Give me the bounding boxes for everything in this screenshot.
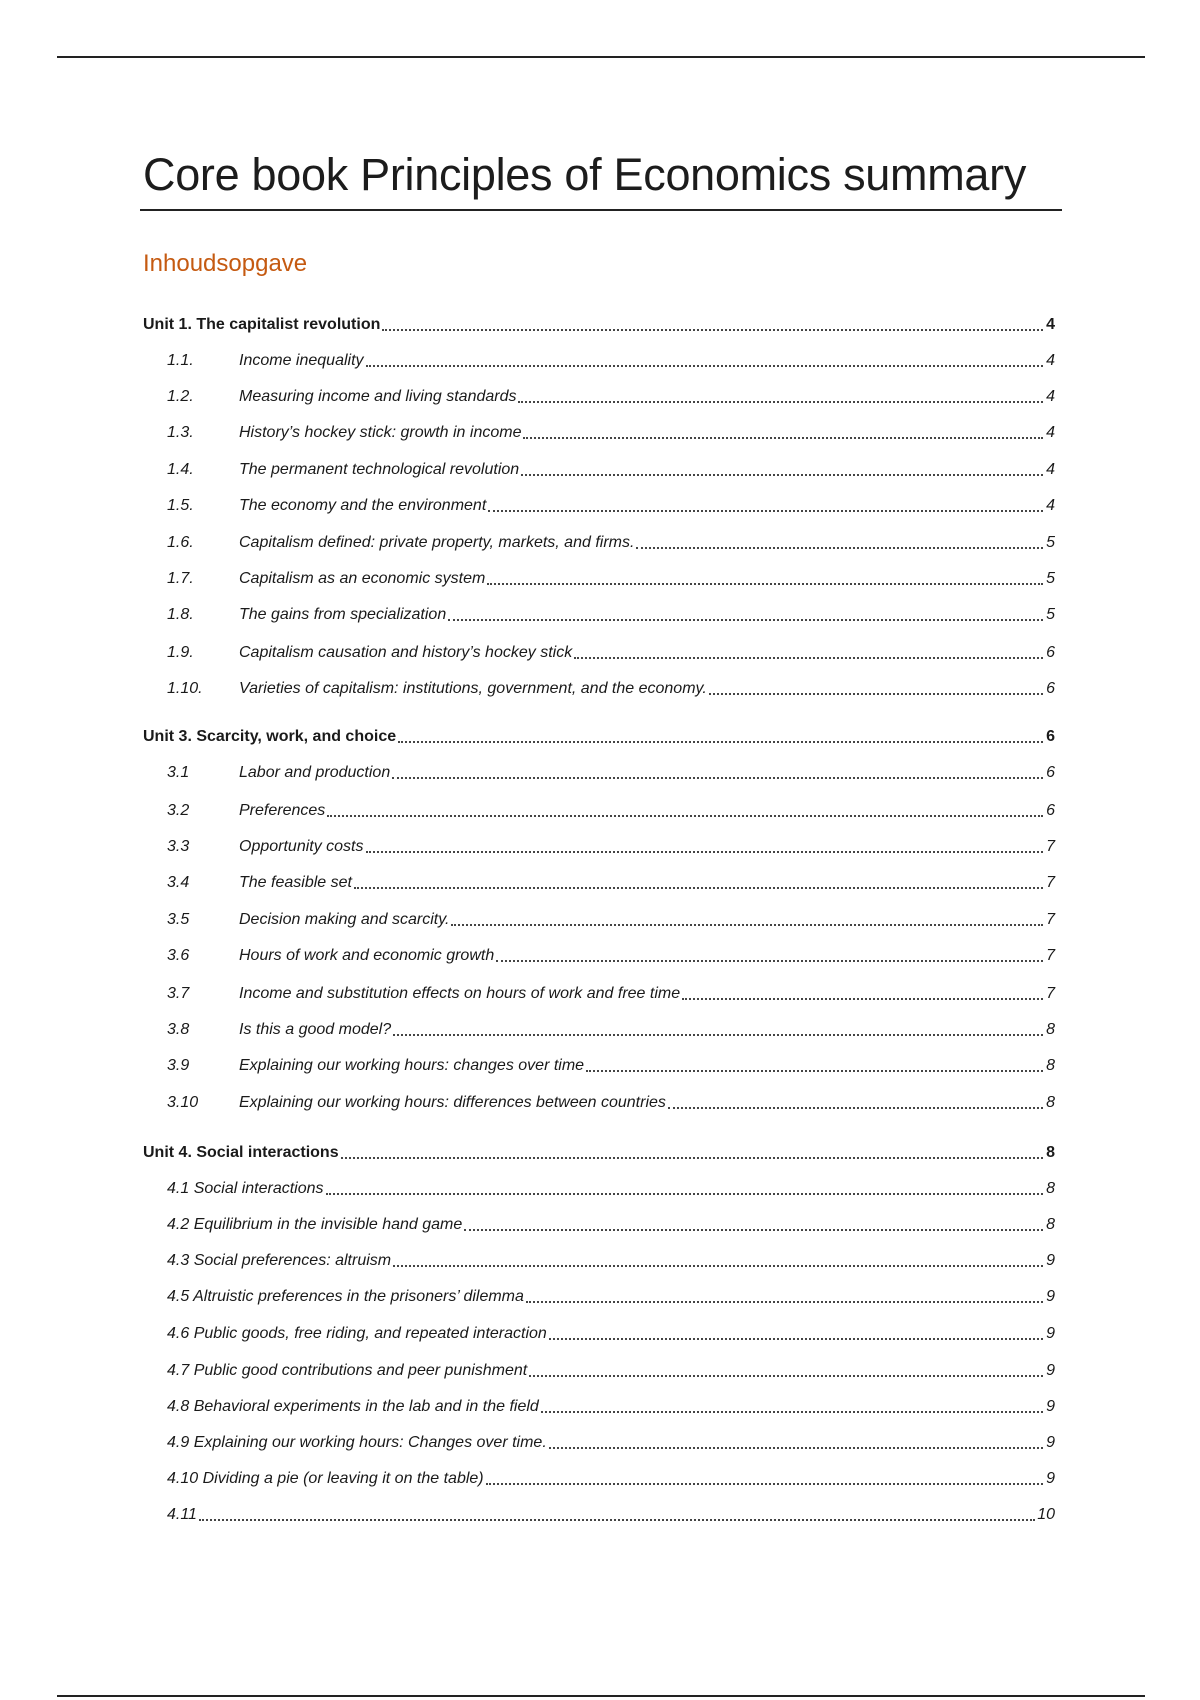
toc-dot-leader: [496, 960, 1043, 962]
toc-page-number: 8: [1046, 1021, 1055, 1038]
toc-item-title: Labor and production: [239, 764, 391, 781]
toc-item-title: Explaining our working hours: changes over time: [239, 1057, 585, 1074]
toc-dot-leader: [682, 998, 1043, 1000]
document-title: Core book Principles of Economics summary: [143, 149, 1027, 200]
toc-page-number: 9: [1046, 1398, 1055, 1415]
toc-page-number: 7: [1046, 947, 1055, 964]
toc-dot-leader: [448, 619, 1043, 621]
toc-item-title: Is this a good model?: [239, 1021, 392, 1038]
toc-item-number: 3.1: [167, 764, 190, 781]
toc-item-number: 1.5.: [167, 497, 194, 514]
toc-dot-leader: [487, 583, 1043, 585]
toc-dot-leader: [488, 510, 1043, 512]
toc-page-number: 4: [1046, 497, 1055, 514]
toc-item[interactable]: [143, 1319, 1055, 1345]
toc-item[interactable]: [143, 1392, 1055, 1418]
toc-dot-leader: [521, 474, 1043, 476]
toc-item[interactable]: [143, 1051, 1055, 1077]
toc-item-number: 1.9.: [167, 644, 194, 661]
toc-item[interactable]: [143, 638, 1055, 664]
toc-page-number: 8: [1046, 1144, 1055, 1161]
toc-item[interactable]: [143, 600, 1055, 626]
toc-item-title: The permanent technological revolution: [239, 461, 520, 478]
toc-page-number: 9: [1046, 1288, 1055, 1305]
toc-dot-leader: [541, 1411, 1043, 1413]
toc-dot-leader: [574, 657, 1043, 659]
toc-dot-leader: [709, 693, 1043, 695]
toc-item[interactable]: [143, 346, 1055, 372]
toc-item-title: Opportunity costs: [239, 838, 364, 855]
toc-item-number: 3.4: [167, 874, 190, 891]
toc-item-number: 1.2.: [167, 388, 194, 405]
toc-item[interactable]: [143, 491, 1055, 517]
toc-item-title: Income and substitution effects on hours of work and free time: [239, 985, 681, 1002]
toc-item[interactable]: [143, 796, 1055, 822]
toc-page-number: 4: [1046, 316, 1055, 333]
toc-item-title: 4.2 Equilibrium in the invisible hand game: [167, 1216, 463, 1233]
toc-page-number: 9: [1046, 1470, 1055, 1487]
toc-dot-leader: [326, 1193, 1043, 1195]
toc-dot-leader: [354, 887, 1043, 889]
toc-item[interactable]: [143, 382, 1055, 408]
toc-item[interactable]: [143, 1174, 1055, 1200]
toc-page-number: 6: [1046, 644, 1055, 661]
toc-page-number: 7: [1046, 874, 1055, 891]
toc-dot-leader: [523, 437, 1043, 439]
toc-item[interactable]: [143, 1246, 1055, 1272]
toc-page-number: 5: [1046, 534, 1055, 551]
toc-item-title: Varieties of capitalism: institutions, government, and the economy.: [239, 680, 707, 697]
toc-page-number: 4: [1046, 424, 1055, 441]
toc-page-number: 8: [1046, 1180, 1055, 1197]
toc-page-number: 8: [1046, 1216, 1055, 1233]
toc-item-title: 4.8 Behavioral experiments in the lab and in the field: [167, 1398, 539, 1415]
toc-item-title: Preferences: [239, 802, 326, 819]
toc-dot-leader: [393, 1034, 1043, 1036]
toc-item[interactable]: [143, 528, 1055, 554]
toc-unit-heading[interactable]: [143, 722, 1055, 748]
toc-item-number: 1.10.: [167, 680, 203, 697]
toc-item-title: 4.11: [167, 1506, 197, 1523]
toc-item-number: 3.5: [167, 911, 190, 928]
toc-item[interactable]: [143, 1356, 1055, 1382]
toc-item-number: 3.2: [167, 802, 190, 819]
toc-item-number: 3.3: [167, 838, 190, 855]
toc-heading: Inhoudsopgave: [143, 250, 308, 277]
toc-page-number: 9: [1046, 1362, 1055, 1379]
toc-item-number: 3.7: [167, 985, 190, 1002]
toc-item-title: 4.6 Public goods, free riding, and repeated interaction: [167, 1325, 547, 1342]
toc-item-title: Explaining our working hours: differences between countries: [239, 1094, 666, 1111]
toc-item-title: Measuring income and living standards: [239, 388, 517, 405]
toc-item-title: Unit 3. Scarcity, work, and choice: [143, 728, 397, 745]
toc-item[interactable]: [143, 1464, 1055, 1490]
toc-item[interactable]: [143, 941, 1055, 967]
toc-item-title: Unit 1. The capitalist revolution: [143, 316, 381, 333]
toc-item-title: The feasible set: [239, 874, 352, 891]
toc-page-number: 9: [1046, 1252, 1055, 1269]
toc-item-number: 1.8.: [167, 606, 194, 623]
toc-page-number: 9: [1046, 1434, 1055, 1451]
toc-item[interactable]: [143, 1088, 1055, 1114]
toc-item[interactable]: [143, 905, 1055, 931]
toc-item-title: 4.3 Social preferences: altruism: [167, 1252, 392, 1269]
toc-item-title: 4.5 Altruistic preferences in the prisoners’ dilemma: [167, 1288, 524, 1305]
toc-page-number: 7: [1046, 911, 1055, 928]
toc-dot-leader: [327, 815, 1043, 817]
toc-unit-heading[interactable]: [143, 1138, 1055, 1164]
toc-item-title: 4.10 Dividing a pie (or leaving it on the table): [167, 1470, 484, 1487]
toc-item-title: Capitalism as an economic system: [239, 570, 486, 587]
toc-item[interactable]: [143, 674, 1055, 700]
toc-item-number: 1.6.: [167, 534, 194, 551]
toc-item-title: The gains from specialization: [239, 606, 447, 623]
toc-page-number: 10: [1037, 1506, 1055, 1523]
toc-item[interactable]: [143, 1015, 1055, 1041]
toc-item-number: 1.7.: [167, 570, 194, 587]
toc-dot-leader: [398, 741, 1043, 743]
toc-page-number: 4: [1046, 388, 1055, 405]
toc-item-number: 3.6: [167, 947, 190, 964]
toc-dot-leader: [636, 547, 1043, 549]
toc-page-number: 8: [1046, 1057, 1055, 1074]
toc-page-number: 4: [1046, 461, 1055, 478]
toc-page-number: 9: [1046, 1325, 1055, 1342]
toc-page-number: 7: [1046, 838, 1055, 855]
toc-item[interactable]: [143, 1210, 1055, 1236]
toc-item[interactable]: [143, 564, 1055, 590]
toc-dot-leader: [382, 329, 1043, 331]
toc-item-number: 3.9: [167, 1057, 190, 1074]
toc-item-title: Unit 4. Social interactions: [143, 1144, 339, 1161]
toc-item[interactable]: [143, 758, 1055, 784]
toc-dot-leader: [486, 1483, 1043, 1485]
toc-page-number: 5: [1046, 606, 1055, 623]
toc-item[interactable]: [143, 1282, 1055, 1308]
toc-dot-leader: [549, 1338, 1043, 1340]
toc-item-title: Decision making and scarcity.: [239, 911, 450, 928]
toc-item[interactable]: [143, 418, 1055, 444]
toc-item-number: 1.1.: [167, 352, 194, 369]
page-bottom-rule: [57, 1695, 1145, 1697]
toc-dot-leader: [366, 851, 1044, 853]
toc-page-number: 4: [1046, 352, 1055, 369]
toc-page-number: 8: [1046, 1094, 1055, 1111]
toc-item-title: Hours of work and economic growth: [239, 947, 495, 964]
toc-page-number: 6: [1046, 764, 1055, 781]
toc-page-number: 6: [1046, 802, 1055, 819]
toc-page-number: 5: [1046, 570, 1055, 587]
toc-dot-leader: [518, 401, 1043, 403]
toc-item-title: Income inequality: [239, 352, 364, 369]
toc-item-title: History’s hockey stick: growth in income: [239, 424, 522, 441]
toc-dot-leader: [529, 1375, 1043, 1377]
toc-dot-leader: [586, 1070, 1043, 1072]
toc-dot-leader: [366, 365, 1043, 367]
toc-item-title: Capitalism causation and history’s hockey stick: [239, 644, 573, 661]
toc-item-title: The economy and the environment: [239, 497, 487, 514]
toc-dot-leader: [341, 1157, 1043, 1159]
toc-unit-heading[interactable]: [143, 310, 1055, 336]
toc-dot-leader: [549, 1447, 1043, 1449]
toc-item[interactable]: [143, 868, 1055, 894]
toc-item-number: 3.8: [167, 1021, 190, 1038]
toc-item-title: Capitalism defined: private property, markets, and firms.: [239, 534, 635, 551]
toc-item-number: 1.3.: [167, 424, 194, 441]
toc-dot-leader: [668, 1107, 1043, 1109]
toc-dot-leader: [393, 1265, 1043, 1267]
toc-item-title: 4.1 Social interactions: [167, 1180, 324, 1197]
toc-page-number: 7: [1046, 985, 1055, 1002]
toc-item[interactable]: [143, 1500, 1055, 1526]
toc-item[interactable]: [143, 832, 1055, 858]
toc-item[interactable]: [143, 1428, 1055, 1454]
toc-dot-leader: [464, 1229, 1043, 1231]
toc-item[interactable]: [143, 455, 1055, 481]
toc-item-number: 1.4.: [167, 461, 194, 478]
toc-dot-leader: [199, 1519, 1035, 1521]
toc-dot-leader: [392, 777, 1043, 779]
toc-item[interactable]: [143, 979, 1055, 1005]
toc-dot-leader: [526, 1301, 1043, 1303]
toc-page-number: 6: [1046, 680, 1055, 697]
toc-item-title: 4.9 Explaining our working hours: Changes over time.: [167, 1434, 547, 1451]
toc-dot-leader: [451, 924, 1043, 926]
toc-page-number: 6: [1046, 728, 1055, 745]
toc-item-title: 4.7 Public good contributions and peer punishment: [167, 1362, 528, 1379]
toc-item-number: 3.10: [167, 1094, 199, 1111]
